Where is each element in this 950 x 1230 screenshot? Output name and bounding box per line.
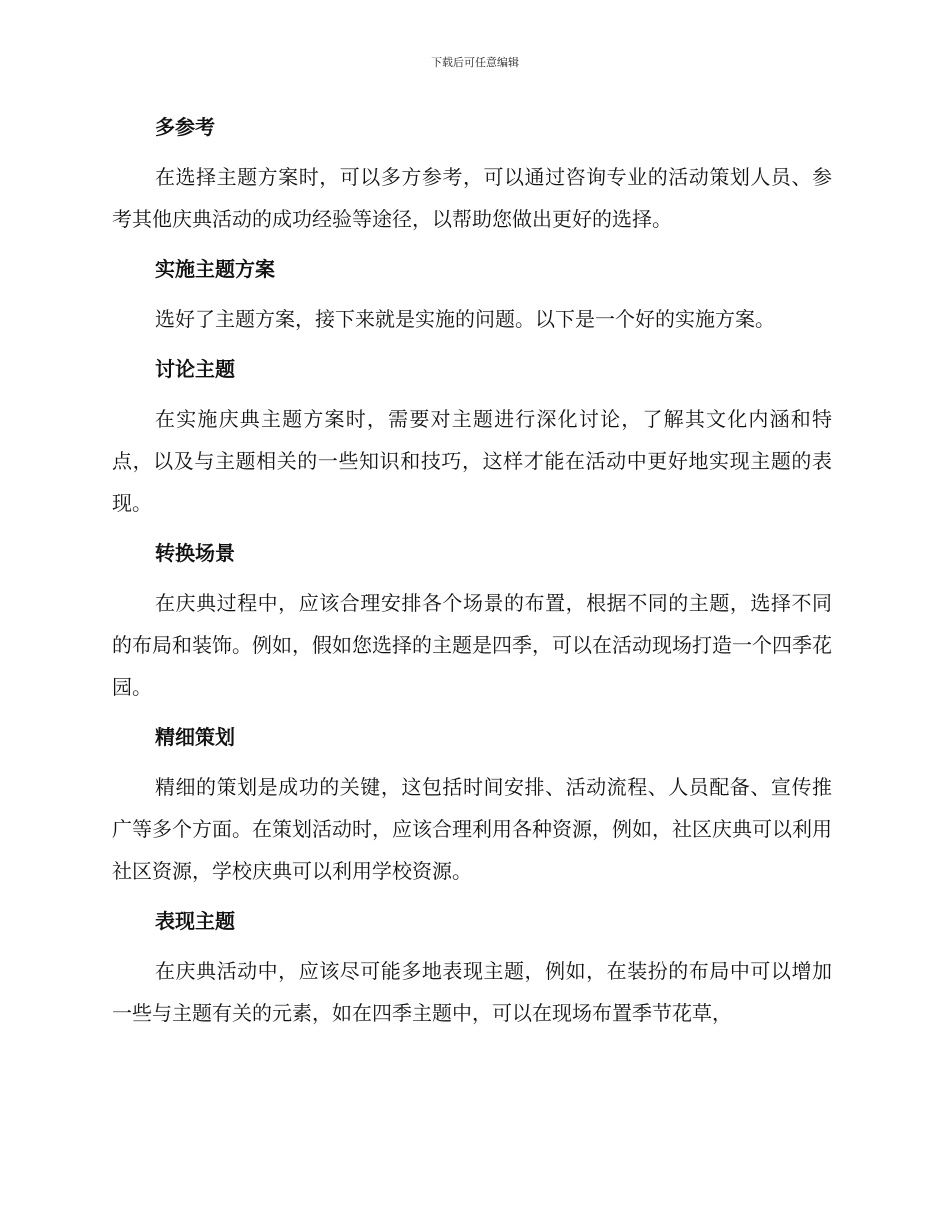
section-paragraph: 在选择主题方案时，可以多方参考，可以通过咨询专业的活动策划人员、参考其他庆典活动的成功经验等途径，以帮助您做出更好的选择。 xyxy=(112,165,832,231)
section-heading-jingxi-cehua: 精细策划 xyxy=(155,725,235,749)
section-paragraph: 精细的策划是成功的关键，这包括时间安排、活动流程、人员配备、宣传推广等多个方面。在策划活动时，应该合理利用各种资源，例如，社区庆典可以利用社区资源，学校庆典可以利用学校资源。 xyxy=(112,775,832,883)
page-header: 下载后可任意编辑 xyxy=(431,56,519,69)
section-heading-zhuanhuan-changjing: 转换场景 xyxy=(155,541,235,565)
document-body xyxy=(112,110,832,1034)
section-paragraph: 在庆典活动中，应该尽可能多地表现主题，例如，在装扮的布局中可以增加一些与主题有关的元素，如在四季主题中，可以在现场布置季节花草， xyxy=(112,959,832,1025)
section-paragraph: 在实施庆典主题方案时，需要对主题进行深化讨论，了解其文化内涵和特点，以及与主题相关的一些知识和技巧，这样才能在活动中更好地实现主题的表现。 xyxy=(112,407,832,515)
section-heading-shishi-fangan: 实施主题方案 xyxy=(155,257,275,281)
section-paragraph: 在庆典过程中，应该合理安排各个场景的布置，根据不同的主题，选择不同的布局和装饰。例如，假如您选择的主题是四季，可以在活动现场打造一个四季花园。 xyxy=(112,591,832,699)
section-paragraph: 选好了主题方案，接下来就是实施的问题。以下是一个好的实施方案。 xyxy=(155,307,775,331)
section-heading-taolun-zhuti: 讨论主题 xyxy=(155,357,235,381)
section-heading-biaoxian-zhuti: 表现主题 xyxy=(155,909,235,933)
section-heading-duo-cankao: 多参考 xyxy=(155,115,215,139)
